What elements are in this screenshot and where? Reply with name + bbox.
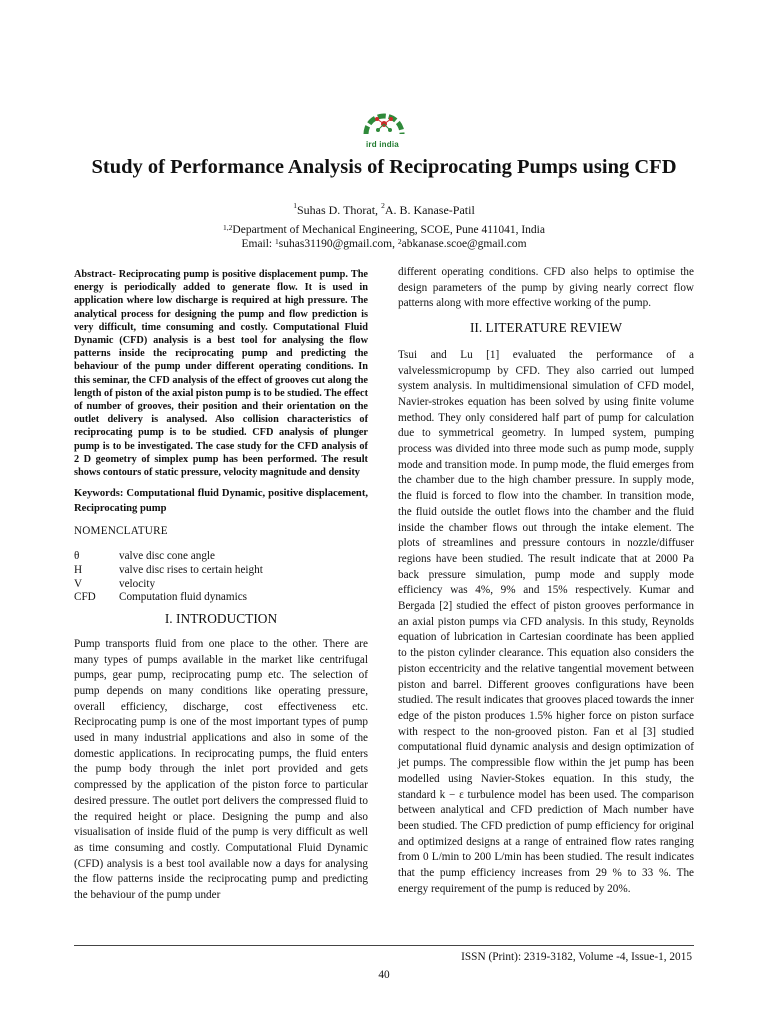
nomenclature-row: [74, 550, 368, 564]
section-heading-introduction: I. INTRODUCTION: [164, 611, 278, 627]
author-sup-2: 2: [381, 201, 385, 210]
nomenclature-symbol: θ: [74, 549, 80, 562]
email-prefix: Email:: [241, 238, 276, 250]
email-sup-2: 2: [397, 237, 402, 246]
right-column: [398, 265, 694, 897]
affiliation-text: Department of Mechanical Engineering, SCOE, Pune 411041, India: [232, 224, 545, 236]
keywords: Keywords: Computational fluid Dynamic, positive displacement, Reciprocating pump: [74, 488, 368, 514]
affiliation-line: [0, 223, 768, 237]
logo-text: ird india: [366, 140, 399, 149]
introduction-text: Pump transports fluid from one place to the other. There are many types of pumps available in the market like centrifugal pumps, gear pump, reciprocating pump etc. The selection of pump depends on many conditions like operating pressure, overall efficiency, discharge, cost effectiveness etc. Reciprocating pump is one of the most important types of pump used in many industrial applications and also in some of the domestic applications. In reciprocating pumps, the fluid enters the pump body through the inlet port provided and gets compressed by the application of the piston force to particular desired pressure. The outlet port delivers the compressed fluid to the required height or place. Designing the pump and also visualisation of inside fluid of the pump is very difficult as well as time consuming and costly. Computational Fluid Dynamic (CFD) analysis is a best tool available now a days for analysing the flow patterns inside the reciprocating pump and predicting the behaviour of the pump under: [74, 637, 368, 902]
abstract: Abstract- Reciprocating pump is positive displacement pump. The energy is periodically added to generate flow. It is used in application where low discharge is required at high pressure. The analytical process for designing the pump and flow prediction is very difficult, time consuming and costly. Computational Fluid Dynamic (CFD) analysis is a best tool for analysing the flow patterns inside the reciprocating pump and predicting the behaviour of the pump under different operating conditions. In this seminar, the CFD analysis of the effect of grooves cut along the length of piston of the axial piston pump is to be studied. The effect of number of grooves, their position and their orientation on the outlet delivery is analysed. Also collision characteristics of reciprocating pump is to be studied. CFD analysis of plunger pump is to be investigated. The case study for the CFD analysis of 2 D geometry of simplex pump has been performed. The result shows contours of static pressure, velocity magnitude and density: [74, 269, 368, 479]
introduction-continued-text: different operating conditions. CFD also helps to optimise the design parameters of the pump by giving nearly correct flow patterns along with more effective working of the pump.: [398, 266, 694, 310]
affiliation-sup: 1,2: [223, 223, 233, 232]
nomenclature-symbol: CFD: [74, 591, 96, 604]
email-2: abkanase.scoe@gmail.com: [401, 238, 527, 250]
nomenclature-row: [74, 578, 368, 592]
author-line: [0, 203, 768, 218]
literature-review-text: Tsui and Lu [1] evaluated the performance of a valvelessmicropump by CFD. They also carried out lumped system analysis. In multidimensional simulation of CFD model, Navier-strokes equation has been solved by using finite volume method. They only considered half part of pump for calculation due to symmetrical geometry. In lumped system, pumping process was divided into three mode such as pump mode, supply mode and transition mode. In pump mode, the fluid emerges from the chamber due to the high chamber pressure. In supply mode, the fluid is forced to flow into the chamber. In transition mode, the fluid outside the outlet flows into the chamber and the fluid inside the chamber flows out through the intake element. The plots of streamlines and pressure contours in nozzle/diffuser regions have been studied. The result indicate that at 2000 Pa back pressure simulation, pump mode and supply mode efficiency was 4%, 9% and 15% respectively. Kumar and Bergada [2] studied the effect of piston grooves performance in an axial piston pumps via CFD analysis. In this study, Reynolds equation of lubrication in Cartesian coordinate has been applied to the piston cylinder clearance. This equation also considers the piston eccentricity and the relative tangential movement between piston and barrel. Different grooves configurations have been studied. The result indicates that grooves placed towards the inner edge of the piston produces 1.5% higher force on piston surface with respect to the non-grooved piston. Fan et al [3] studied computational fluid dynamic analysis and design optimization of jet pumps. The compressible flow within the jet pump has been modelled using Navier-Stokes equation. In this study, the standard k − ε turbulence model has been used. The comparison between analytical and CFD prediction of Mach number have been studied. The CFD prediction of pump efficiency for original and optimized designs at a range of entrained flow rates ranging from 0 L/min to 200 L/min has been studied. The result indicates that the pump efficiency increases from 29 % to 33 %. The energy requirement of the pump is reduced by 20%.: [398, 348, 694, 895]
nomenclature-heading: NOMENCLATURE: [74, 525, 168, 538]
email-sup-1: 1: [275, 237, 279, 246]
footer-divider: [74, 945, 694, 946]
nomenclature-meaning: Computation fluid dynamics: [119, 591, 248, 604]
author-name-1: Suhas D. Thorat,: [296, 203, 382, 217]
email-line: [0, 237, 768, 251]
page-number: 40: [378, 969, 390, 981]
nomenclature-list: [74, 550, 368, 605]
nomenclature-row: [74, 564, 368, 578]
author-name-2: A. B. Kanase-Patil: [384, 203, 475, 217]
nomenclature-meaning: valve disc rises to certain height: [119, 563, 263, 576]
affiliation-block: [0, 223, 768, 251]
nomenclature-symbol: V: [74, 577, 83, 590]
nomenclature-meaning: velocity: [119, 577, 156, 590]
paper-title: Study of Performance Analysis of Reciprocating Pumps using CFD: [91, 156, 677, 178]
email-1: suhas31190@gmail.com,: [278, 238, 398, 250]
footer-issn: ISSN (Print): 2319-3182, Volume -4, Issue-1, 2015: [461, 951, 692, 963]
section-heading-literature-review: II. LITERATURE REVIEW: [469, 320, 623, 336]
nomenclature-meaning: valve disc cone angle: [119, 549, 215, 562]
author-sup-1: 1: [293, 201, 297, 210]
nomenclature-row: [74, 591, 368, 605]
left-column: [74, 268, 368, 904]
nomenclature-symbol: H: [74, 563, 83, 576]
